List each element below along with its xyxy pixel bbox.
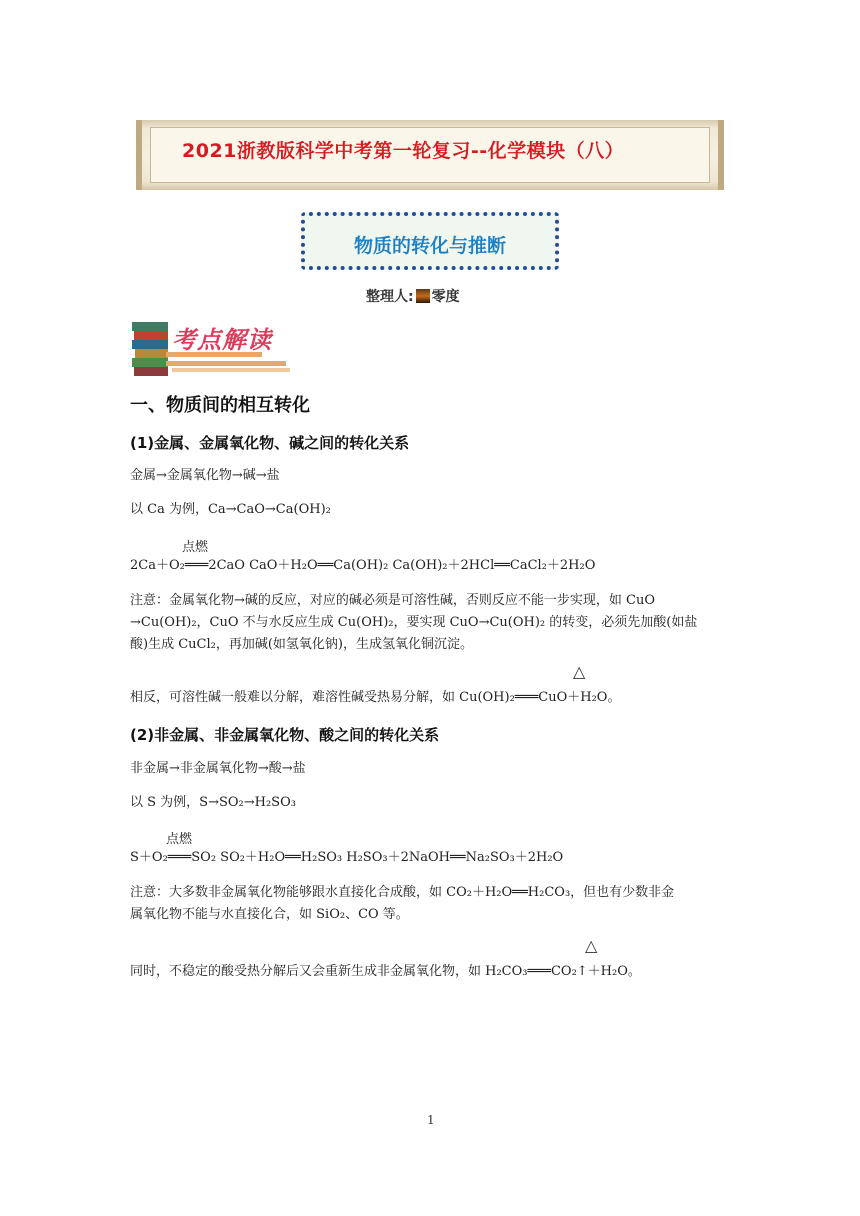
document-title: 2021浙教版科学中考第一轮复习--化学模块（八） [182,140,625,162]
key-points-badge [132,316,292,378]
equations-1: 2Ca＋O₂═══2CaO CaO＋H₂O══Ca(OH)₂ Ca(OH)₂＋2HCl══CaCl₂＋2H₂O [130,558,596,573]
subsection-heading-2: (2)非金属、非金属氧化物、酸之间的转化关系 [130,726,440,744]
conversion-chain-1: 金属→金属氧化物→碱→盐 [130,468,280,483]
avatar-icon [416,289,430,303]
title-banner [136,120,724,190]
reverse-note-2: 同时，不稳定的酸受热分解后又会重新生成非金属氧化物，如 H₂CO₃═══CO₂↑＋H₂O。 [130,964,641,979]
subsection-heading-1: (1)金属、金属氧化物、碱之间的转化关系 [130,434,410,452]
note-1-line-1: 注意：金属氧化物→碱的反应，对应的碱必须是可溶性碱，否则反应不能一步实现，如 CuO [130,593,656,608]
equations-2: S＋O₂═══SO₂ SO₂＋H₂O══H₂SO₃ H₂SO₃＋2NaOH══Na₂SO₃＋2H₂O [130,850,564,865]
reaction-condition-1: 点燃 [182,540,209,555]
badge-text: 考点解读 [172,326,272,354]
heat-symbol-2: △ [585,936,598,955]
note-2-line-1: 注意：大多数非金属氧化物能够跟水直接化合成酸，如 CO₂＋H₂O══H₂CO₃，但也有少数非金 [130,885,675,900]
topic-title: 物质的转化与推断 [353,235,506,257]
section-heading: 一、物质间的相互转化 [130,395,310,416]
note-1-line-3: 酸)生成 CuCl₂，再加碱(如氢氧化钠)，生成氢氧化铜沉淀。 [130,637,473,652]
conversion-chain-2: 非金属→非金属氧化物→酸→盐 [130,761,306,776]
reaction-condition-2: 点燃 [166,832,193,847]
example-2: 以 S 为例，S→SO₂→H₂SO₃ [130,795,296,810]
page-number: 1 [427,1113,435,1127]
compiler-name: 零度 [431,289,460,305]
heat-symbol-1: △ [573,662,586,681]
note-1-line-2: →Cu(OH)₂，CuO 不与水反应生成 Cu(OH)₂，要实现 CuO→Cu(OH)₂ 的转变，必须先加酸(如盐 [130,615,698,630]
example-1: 以 Ca 为例，Ca→CaO→Ca(OH)₂ [130,502,331,517]
note-2-line-2: 属氧化物不能与水直接化合，如 SiO₂、CO 等。 [130,907,409,922]
compiler-line [366,286,460,306]
topic-box [301,212,559,270]
reverse-note-1: 相反，可溶性碱一般难以分解，难溶性碱受热易分解，如 Cu(OH)₂═══CuO＋H₂O。 [130,690,621,705]
compiler-label: 整理人: [366,289,414,305]
